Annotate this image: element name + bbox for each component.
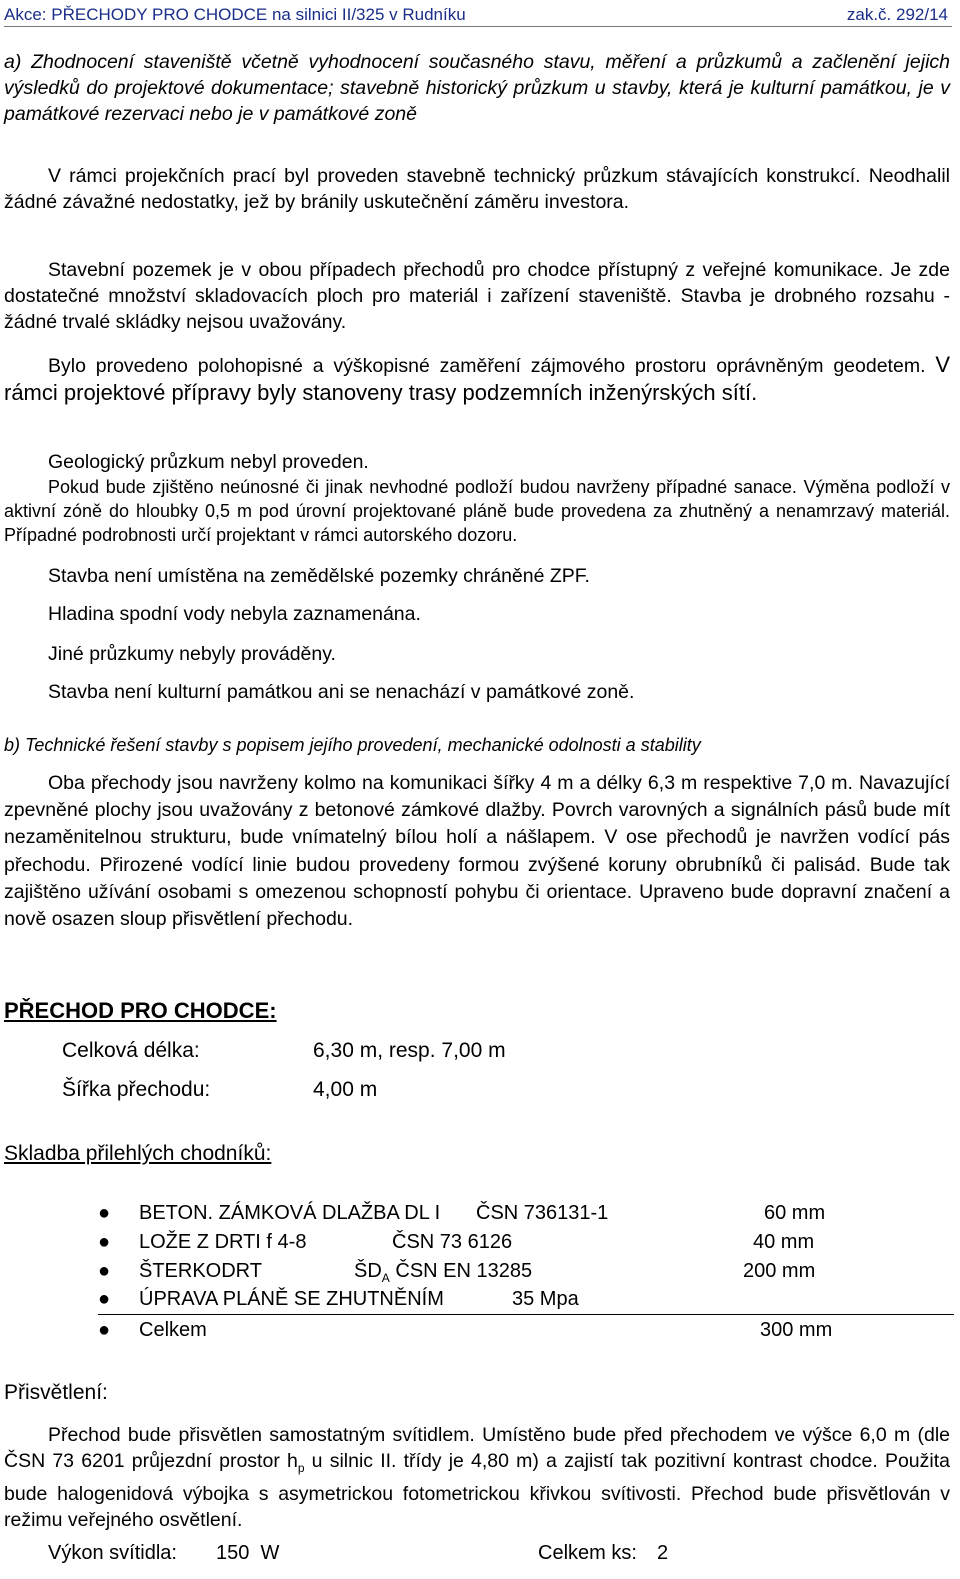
bullet-icon: ● — [98, 1231, 111, 1253]
layer-3-norm-prefix: ŠD — [354, 1260, 382, 1282]
layer-3-norm — [354, 1260, 532, 1285]
layer-2-name: LOŽE Z DRTI f 4-8 — [139, 1231, 307, 1253]
crossing-width-value: 4,00 m — [313, 1078, 378, 1101]
section-b-paragraph: Oba přechody jsou navrženy kolmo na komunikaci šířky 4 m a délky 6,3 m respektive 7,0 m. Navazující zpevněné plochy jsou uvažovány z betonové zámkové dlažby. Povrch varovných a signálních pásů bude mít nezaměnitelnou strukturu, bude vnímatelný bílou holí a nášlapem. V ose přechodů je navržen vodící pás přechodu. Přirozené vodící linie budou provedeny formou zvýšené koruny obrubníků či palisád. Bude tak zajištěno užívání osobami s omezenou schopností pohybu či orientace. Upraveno bude dopravní značení a nově osazen sloup přisvětlení přechodu. — [4, 772, 950, 931]
section-a-heading: a) Zhodnocení staveniště včetně vyhodnocení současného stavu, měření a průzkumů a začlenění jejich výsledků do projektové dokumentace; stavebně historický průzkum u stavby, která je kulturní památkou, je v památkové rezervaci nebo je v památkové zoně — [4, 51, 950, 125]
layer-1-value: 60 mm — [764, 1202, 826, 1224]
layer-3-name: ŠTERKODRT — [139, 1260, 262, 1282]
layer-3-norm-code: ČSN EN 13285 — [395, 1260, 533, 1282]
lamp-count-label: Celkem ks: — [538, 1542, 637, 1564]
lamp-count-value: 2 — [657, 1542, 669, 1564]
survey-text: Bylo provedeno polohopisné a výškopisné zaměření zájmového prostoru oprávněným geodetem. — [48, 355, 926, 377]
layer-4-value: 35 Mpa — [512, 1288, 579, 1310]
lamp-power-label: Výkon svítidla: — [48, 1542, 177, 1564]
crossing-heading: PŘECHOD PRO CHODCE: — [4, 998, 277, 1023]
layer-3-norm-subscript: A — [381, 1271, 390, 1285]
layer-total-value: 300 mm — [760, 1319, 833, 1341]
section-b-heading: b) Technické řešení stavby s popisem jejího provedení, mechanické odolnosti a stability — [4, 735, 701, 755]
lighting-subscript: p — [297, 1460, 305, 1475]
lighting-heading: Přisvětlení: — [4, 1381, 108, 1404]
bullet-icon: ● — [98, 1260, 111, 1282]
lighting-paragraph — [4, 1422, 950, 1533]
layer-2-value: 40 mm — [753, 1231, 815, 1253]
sidewalk-layers-heading: Skladba přilehlých chodníků: — [4, 1142, 272, 1165]
section-a-paragraph-2: Stavební pozemek je v obou případech přechodů pro chodce přístupný z veřejné komunikace. Je zde dostatečné množství skladovacích ploch pro materiál i zařízení staveniště. Stavba je drobného rozsahu - žádné trvalé skládky nejsou uvažovány. — [4, 259, 950, 333]
total-length-value: 6,30 m, resp. 7,00 m — [313, 1039, 506, 1062]
total-length-label: Celková délka: — [62, 1039, 200, 1062]
lighting-text-1: Přechod bude přisvětlen samostatným svítidlem. Umístěno bude před přechodem ve výšce 6,0 m (dle ČSN 73 6201 průjezdní prostor h — [4, 1424, 950, 1472]
section-a-paragraph-1: V rámci projekčních prací byl proveden stavebně technický průzkum stávajících konstrukcí. Neodhalil žádné závažné nedostatky, jež by bránily uskutečnění záměru investora. — [4, 165, 950, 213]
crossing-width-label: Šířka přechodu: — [62, 1078, 211, 1101]
section-a-paragraph-3 — [4, 351, 950, 407]
layer-3-value: 200 mm — [743, 1260, 816, 1282]
header-project-title: Akce: PŘECHODY PRO CHODCE na silnici II/325 v Rudníku — [4, 5, 466, 24]
section-a-paragraph-5: Pokud bude zjištěno neúnosné či jinak nevhodné podloží budou navrženy případné sanace. Výměna podloží v aktivní zóně do hloubky 0,5 m pod úrovní projektované pláně bude provedena za zhutněný a nenamrzavý materiál. Případné podrobnosti určí projektant v rámci autorského dozoru. — [4, 477, 950, 545]
section-a-paragraph-8: Jiné průzkumy nebyly prováděny. — [48, 643, 336, 665]
layer-4-name: ÚPRAVA PLÁNĚ SE ZHUTNĚNÍM — [139, 1288, 444, 1310]
lighting-text-2: u silnic II. třídy je 4,80 m) a zajistí tak pozitivní kontrast chodce. Použita bude halogenidová výbojka s asymetrickou fotometrickou křivkou svítivosti. Přechod bude přisvětlován v režimu veřejného osvětlení. — [4, 1450, 950, 1531]
section-a-paragraph-9: Stavba není kulturní památkou ani se nenachází v památkové zoně. — [48, 681, 635, 703]
section-a-paragraph-4: Geologický průzkum nebyl proveden. — [48, 451, 369, 473]
bullet-icon: ● — [98, 1319, 111, 1341]
section-a-paragraph-6: Stavba není umístěna na zemědělské pozemky chráněné ZPF. — [48, 565, 590, 587]
page-header — [4, 4, 952, 27]
sum-divider — [98, 1314, 954, 1315]
layer-total-name: Celkem — [139, 1319, 207, 1341]
lamp-power-value: 150 W — [216, 1542, 280, 1564]
section-a-paragraph-7: Hladina spodní vody nebyla zaznamenána. — [48, 603, 421, 625]
bullet-icon: ● — [98, 1202, 111, 1224]
utilities-text: V rámci projektové přípravy byly stanoveny trasy podzemních inženýrských sítí. — [4, 352, 950, 405]
layer-2-norm: ČSN 73 6126 — [392, 1231, 513, 1253]
layer-1-norm: ČSN 736131-1 — [476, 1202, 609, 1224]
bullet-icon: ● — [98, 1288, 111, 1310]
header-order-number: zak.č. 292/14 — [846, 5, 948, 24]
layer-1-name: BETON. ZÁMKOVÁ DLAŽBA DL I — [139, 1202, 441, 1224]
